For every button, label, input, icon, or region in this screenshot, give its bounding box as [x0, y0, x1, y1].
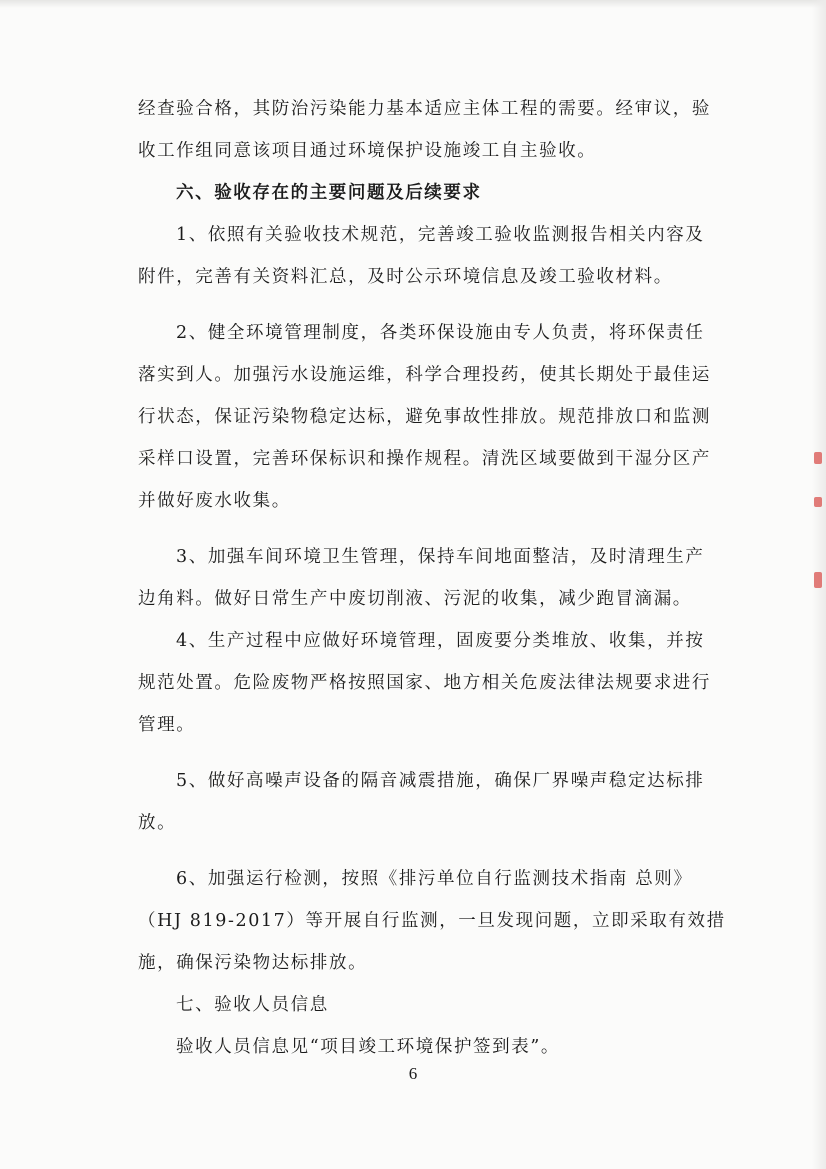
- paragraph-line: 管理。: [138, 715, 196, 735]
- paragraph-line: 行状态，保证污染物稳定达标，避免事故性排放。规范排放口和监测: [138, 407, 711, 427]
- paragraph-line: 采样口设置，完善环保标识和操作规程。清洗区域要做到干湿分区产: [138, 449, 711, 469]
- paragraph-line: （HJ 819-2017）等开展自行监测，一旦发现问题，立即采取有效措: [138, 911, 726, 931]
- paragraph-line: 验收人员信息见“项目竣工环境保护签到表”。: [176, 1037, 560, 1057]
- paragraph-line: 收工作组同意该项目通过环境保护设施竣工自主验收。: [138, 141, 597, 161]
- paragraph-line: 2、健全环境管理制度，各类环保设施由专人负责，将环保责任: [176, 323, 705, 343]
- paragraph-line: 5、做好高噪声设备的隔音减震措施，确保厂界噪声稳定达标排: [176, 771, 705, 791]
- paragraph-line: 4、生产过程中应做好环境管理，固废要分类堆放、收集，并按: [176, 631, 705, 651]
- paragraph-line: 附件，完善有关资料汇总，及时公示环境信息及竣工验收材料。: [138, 267, 673, 287]
- seal-fragment-mark: [814, 452, 822, 464]
- seal-fragment-mark: [814, 497, 822, 507]
- paragraph-line: 施，确保污染物达标排放。: [138, 953, 368, 973]
- paragraph-line: 落实到人。加强污水设施运维，科学合理投药，使其长期处于最佳运: [138, 365, 711, 385]
- section-heading: 六、验收存在的主要问题及后续要求: [176, 183, 482, 203]
- paragraph-line: 1、依照有关验收技术规范，完善竣工验收监测报告相关内容及: [176, 225, 705, 245]
- document-body: [138, 88, 726, 1068]
- paragraph-line: 经查验合格，其防治污染能力基本适应主体工程的需要。经审议，验: [138, 99, 711, 119]
- seal-fragment-mark: [814, 572, 822, 588]
- paragraph-line: 规范处置。危险废物严格按照国家、地方相关危废法律法规要求进行: [138, 673, 711, 693]
- paragraph-line: 边角料。做好日常生产中废切削液、污泥的收集，减少跑冒滴漏。: [138, 589, 692, 609]
- paragraph-line: 6、加强运行检测，按照《排污单位自行监测技术指南 总则》: [176, 869, 693, 889]
- paragraph-line: 放。: [138, 813, 177, 833]
- scan-top-shadow: [0, 0, 826, 8]
- section-heading: 七、验收人员信息: [176, 995, 329, 1015]
- page-number: 6: [408, 1064, 418, 1083]
- paragraph-line: 3、加强车间环境卫生管理，保持车间地面整洁，及时清理生产: [176, 547, 705, 567]
- paragraph-line: 并做好废水收集。: [138, 491, 291, 511]
